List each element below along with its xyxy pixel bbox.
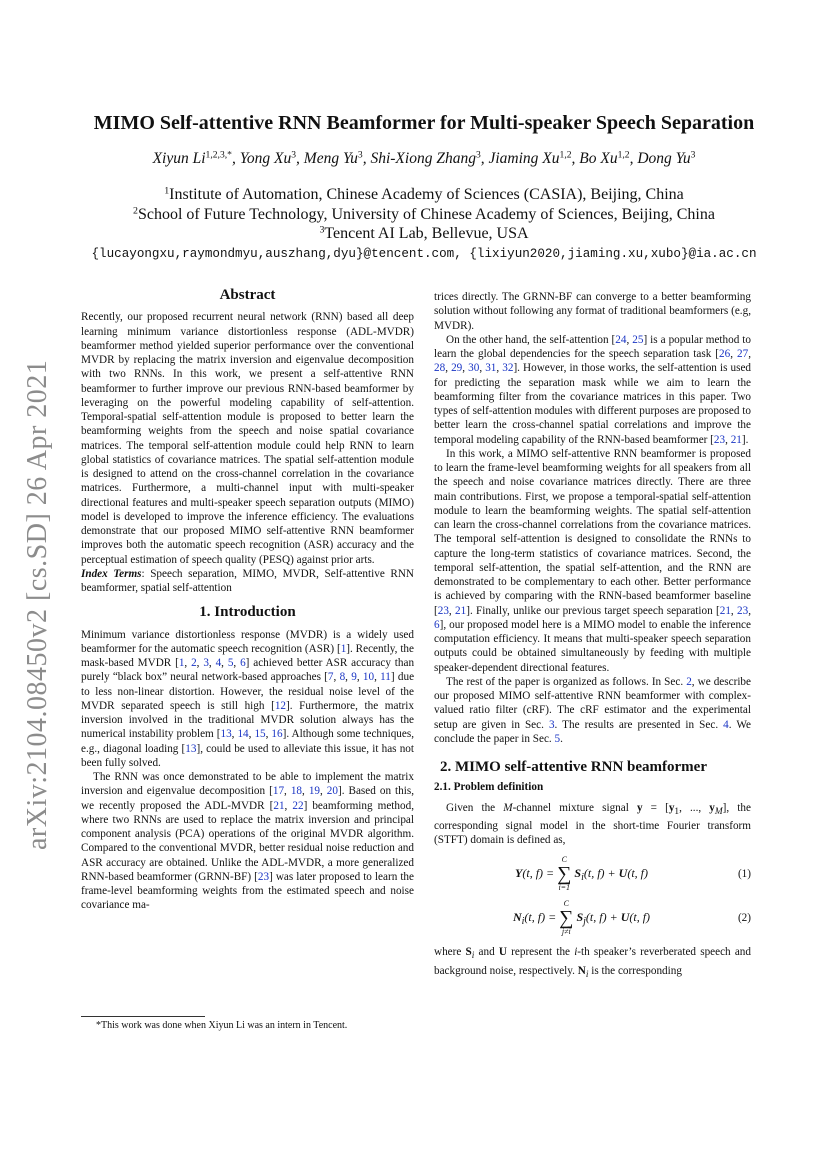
introduction-heading: 1. Introduction xyxy=(199,604,296,621)
paper-title: MIMO Self-attentive RNN Beamformer for Multi-speaker Speech Separation xyxy=(93,112,755,134)
equation-2-expression: $N_i(t$, f) = C ∑ j≠i $S_j(t$, f) + U(t, f) xyxy=(512,899,651,937)
author-emails: {lucayongxu,raymondmyu,auszhang,dyu}@tencent.com, {lixiyun2020,jiaming.xu,xubo}@ia.ac.cn xyxy=(91,247,757,261)
intro-paragraph-5: The rest of the paper is organized as follows. In Sec. 2, we describe our proposed MIMO self-attentive RNN beamformer with complex-valued ratio filter (cRF). The cRF estimator and the experimental setup are given in Sec. 3. The results are presented in Sec. 4. We conclude the paper in Sec. 5. xyxy=(434,675,752,745)
section-2-1-heading: 2.1. Problem definition xyxy=(434,781,544,794)
right-column xyxy=(434,290,751,982)
affiliation-2: $^2$School of Future Technology, University of Chinese Academy of Sciences, Beijing, China xyxy=(133,205,715,223)
equation-1-expression: Y(t, f) = C ∑ i=1 $S_i(t$, f) + U(t, f) xyxy=(515,855,648,893)
affiliation-3: $^3$Tencent AI Lab, Bellevue, USA xyxy=(319,224,529,242)
intro-paragraph-3: On the other hand, the self-attention [24, 25] is a popular method to learn the global dependencies for the speech separation task [26, 27, 28, 29, 30, 31, 32]. However, in those works, the self-attention is used for predicting the separation mask while we aim to learn the beamforming filter from the covariance matrices in this paper. Two types of self-attention modules with different purposes are proposed to better learn the cross-channel spatial correlations and improve the temporal modeling capability of the RNN-based beamformer [23, 21]. xyxy=(434,333,752,446)
intro-paragraph-2-continued: trices directly. The GRNN-BF can converge to a better beamforming solution without following any format of traditional beamformers (e.g, MVDR). xyxy=(434,291,751,332)
abstract-heading: Abstract xyxy=(219,287,276,303)
left-column xyxy=(81,288,414,913)
index-terms-label: Index Terms xyxy=(81,567,142,580)
footnote-rule xyxy=(81,1016,205,1017)
intro-paragraph-1: Minimum variance distortionless response (MVDR) is a widely used beamformer for the automatic speech recognition (ASR) [1]. Recently, the mask-based MVDR [1, 2, 3, 4, 5, 6] achieved better ASR accuracy than purely “black box” neural network-based approaches [7, 8, 9, 10, 11] due to less non-linear distortion. However, the residual noise level of the MVDR separated speech is still high [12]. Furthermore, the matrix inversion involved in the traditional MVDR solution always has the numerical instability problem [13, 14, 15, 16]. Although some techniques, e.g., diagonal loading [13], could be used to alleviate this issue, it has not been fully solved. xyxy=(81,628,415,769)
equation-1-number: (1) xyxy=(737,868,751,881)
index-terms: Index Terms: Speech separation, MIMO, MVDR, Self-attentive RNN beamformer, spatial self-attention xyxy=(81,567,414,594)
intro-paragraph-4: In this work, a MIMO self-attentive RNN beamformer is proposed to learn the frame-level beamforming weights for all speakers from all the speech and noise covariance matrices directly. There are three main contributions. First, we propose a temporal-spatial self-attention module to learn the beamforming weights. The spatial self-attention can learn the cross-channel correlations from the covariance matrices. The temporal self-attention is designed to consolidate the RNNs to capture the long-term statistics of covariance matrices. Second, the temporal self-attention, the spatial self-attention, and the RNN are demonstrated to be complementary to each other. Better performance is achieved by comparing with the RNN-based beamformer baseline [23, 21]. Finally, unlike our previous target speech separation [21, 23, 6], our proposed model here is a MIMO model to enable the inference computation efficiency. It means that multi-speaker speech separation outputs could be obtained simultaneously by feeding with multiple speaker-dependent directional features. xyxy=(434,447,752,674)
author-list: Xiyun $Li^{1,2,3,*}$, Yong Xu$^3$, Meng Yu$^3$, Shi-Xiong Zhang$^3$, Jiaming Xu$^{1,2}$, Bo Xu$^{1,2}$, Dong Yu$^3$ xyxy=(152,149,696,167)
problem-definition-paragraph: Given the M-channel mixture signal $y = [y_1$, ..., $y_M$], the corresponding signal model in the short-time Fourier transform (STFT) domain is defined as, xyxy=(434,801,751,847)
footnote: *This work was done when Xiyun Li was an intern in Tencent. xyxy=(96,1020,348,1031)
equation-2-number: (2) xyxy=(737,912,751,925)
intro-paragraph-2: The RNN was once demonstrated to be able to implement the matrix inversion and eigenvalue decomposition [17, 18, 19, 20]. Based on this, we recently proposed the ADL-MVDR [21, 22] beamforming method, where two RNNs are used to replace the matrix inversion and principal component analysis (PCA) operations of the original MVDR algorithm. Compared to the conventional MVDR, better residual noise reduction and ASR accuracy are obtained. Unlike the ADL-MVDR, a more generalized RNN-based beamformer (GRNN-BF) [23] was later proposed to learn the frame-level beamforming weights from the estimated speech and noise covariance ma- xyxy=(81,771,414,912)
equation-1 xyxy=(434,857,751,891)
arxiv-identifier[interactable]: arXiv:2104.08450v2 [cs.SD] 26 Apr 2021 xyxy=(22,359,53,850)
signal-description-paragraph: where $S_i$ and U represent the i-th speaker’s reverberated speech and background noise, respectively. $N_i$ is the corresponding xyxy=(434,946,751,981)
affiliation-1: $^1$Institute of Automation, Chinese Academy of Sciences (CASIA), Beijing, China xyxy=(164,185,684,203)
section-2-heading: 2. MIMO self-attentive RNN beamformer xyxy=(440,759,707,775)
equation-2 xyxy=(434,901,751,935)
abstract-text: Recently, our proposed recurrent neural network (RNN) based all deep learning minimum variance distortionless response (ADL-MVDR) beamformer method yielded superior performance over the conventional MVDR by replacing the matrix inversion and eigenvalue decomposition with two RNNs. In this work, we present a self-attentive RNN beamformer to further improve our previous RNN-based beamformer by leveraging on the powerful modeling capability of self-attention. Temporal-spatial self-attention module is proposed to better learn the beamforming weights from the speech and noise spatial covariance matrices. The temporal self-attention module could help RNN to learn global statistics of covariance matrices. The spatial self-attention module is designed to attend on the cross-channel correlation in the covariance matrices. Furthermore, a multi-channel input with multi-speaker directional features and multi-speaker speech separation outputs (MIMO) model is developed to improve the inference efficiency. The evaluations demonstrate that our proposed MIMO self-attentive RNN beamformer improves both the automatic speech recognition (ASR) accuracy and the perceptual estimation of speech quality (PESQ) against prior arts. xyxy=(81,311,414,566)
